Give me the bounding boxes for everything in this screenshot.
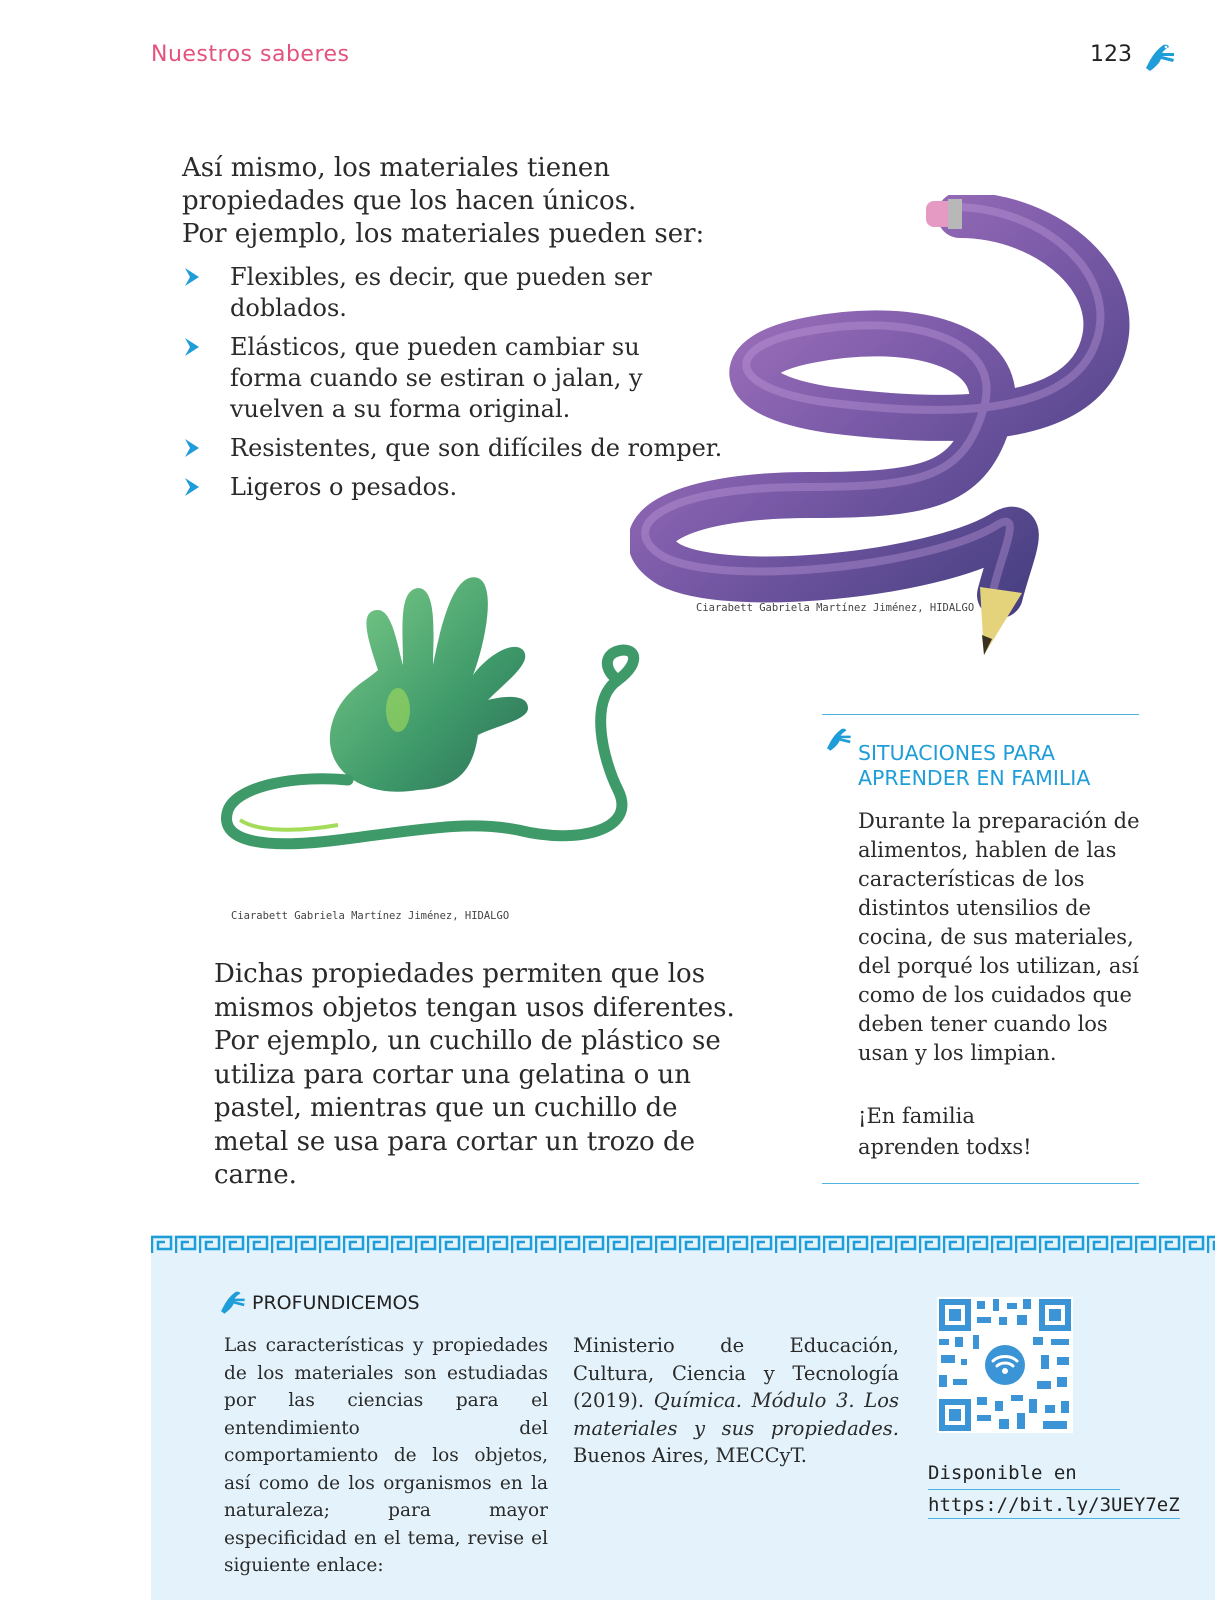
- list-item-text: Elásticos, que pueden cambiar su forma cuando se estiran o jalan, y vuelven a su forma original.: [230, 333, 643, 423]
- illustration-credit: Ciarabett Gabriela Martínez Jiménez, HIDALGO: [696, 602, 975, 614]
- hand-bird-icon: [822, 723, 854, 755]
- greek-key-border: [151, 1235, 1215, 1255]
- divider: [928, 1489, 1120, 1490]
- family-title-line: APRENDER EN FAMILIA: [858, 766, 1091, 790]
- intro-line: propiedades que los hacen únicos.: [182, 186, 637, 216]
- chevron-right-icon: [182, 437, 204, 459]
- bibliographic-reference: [573, 1332, 899, 1470]
- reference-text: Buenos Aires, MECCyT.: [573, 1444, 807, 1467]
- intro-line: Así mismo, los materiales tienen: [182, 153, 610, 183]
- glove-hand-illustration: [218, 570, 658, 890]
- chevron-right-icon: [182, 266, 204, 288]
- coiled-pencil-illustration: [630, 195, 1130, 665]
- page-number: 123: [1090, 42, 1132, 67]
- resource-link[interactable]: https://bit.ly/3UEY7eZ: [928, 1494, 1180, 1519]
- family-box-closing: [858, 1101, 1143, 1163]
- family-box-text: Durante la preparación de alimentos, hablen de las características de los distintos utensilios de cocina, de sus materiales, del porqué los utilizan, así como de los cuidados que deben tener cuando los usan y los limpian.: [858, 809, 1140, 1065]
- profundicemos-text: Las características y propiedades de los materiales son estudiadas por las ciencias para el entendimiento del comportamiento de los objetos, así como de los organismos en la naturaleza; para mayor especificidad en el tema, revise el siguiente enlace:: [224, 1335, 548, 1576]
- chevron-right-icon: [182, 336, 204, 358]
- family-title-line: SITUACIONES PARA: [858, 741, 1056, 765]
- hand-bird-icon: [216, 1286, 248, 1318]
- reference-text: Ministerio de Educación, Cultura, Ciencia y Tecnología (2019).: [573, 1334, 899, 1412]
- illustration-credit: Ciarabett Gabriela Martínez Jiménez, HIDALGO: [231, 910, 510, 922]
- list-item-text: Flexibles, es decir, que pueden ser doblados.: [230, 263, 652, 322]
- qr-code[interactable]: [937, 1297, 1073, 1433]
- intro-line: Por ejemplo, los materiales pueden ser:: [182, 219, 705, 249]
- list-item-text: Ligeros o pesados.: [230, 473, 458, 501]
- closing-line: aprenden todxs!: [858, 1135, 1032, 1159]
- list-item-text: Resistentes, que son difíciles de romper.: [230, 434, 723, 462]
- available-label: Disponible en: [928, 1462, 1077, 1484]
- family-box-title: [858, 741, 1090, 791]
- chevron-right-icon: [182, 476, 204, 498]
- uses-paragraph: Dichas propiedades permiten que los mismos objetos tengan usos diferentes. Por ejemplo, un cuchillo de plástico se utiliza para cortar una gelatina o un pastel, mientras que un cuchillo de metal se usa para cortar un trozo de carne.: [214, 959, 735, 1190]
- profundicemos-title: PROFUNDICEMOS: [252, 1292, 420, 1314]
- reference-title: Química. Módulo 3. Los materiales y sus propiedades.: [573, 1389, 899, 1440]
- section-title: Nuestros saberes: [151, 42, 350, 67]
- hand-bird-icon: [1140, 38, 1178, 76]
- closing-line: ¡En familia: [858, 1104, 975, 1128]
- family-situations-box: [822, 714, 1139, 1184]
